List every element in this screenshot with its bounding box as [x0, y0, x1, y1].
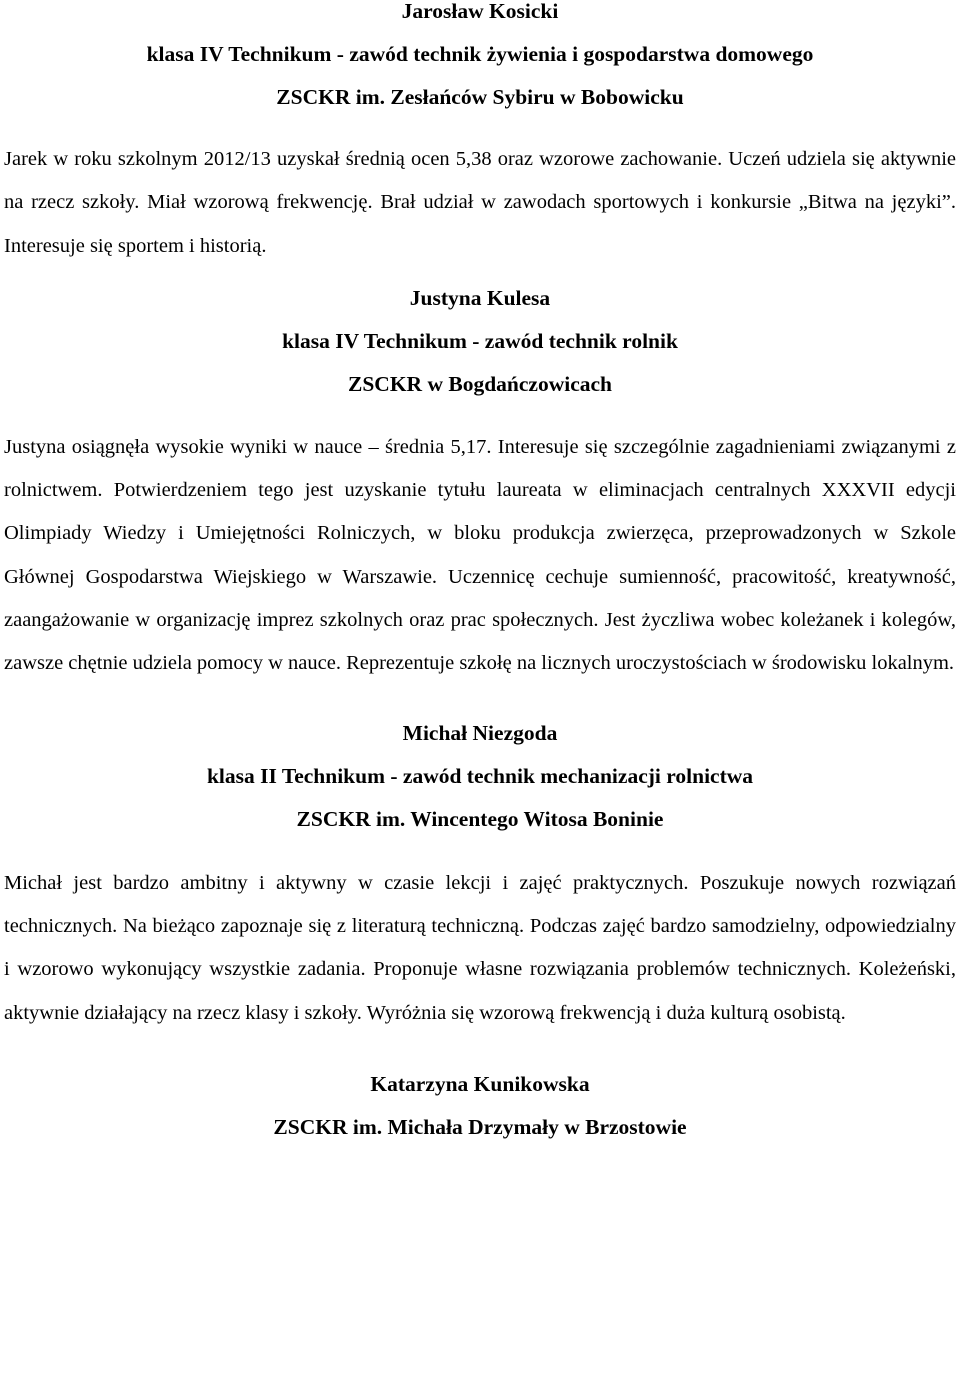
student-description: Jarek w roku szkolnym 2012/13 uzyskał średnią ocen 5,38 oraz wzorowe zachowanie. Uczeń udziela się aktywnie na rzecz szkoły. Miał wzorową frekwencję. Brał udział w zawodach sportowych i konkursie „Bitwa na języki”. Interesuje się sportem i historią. [4, 148, 956, 257]
student-entry-niezgoda [4, 712, 956, 1035]
student-class: klasa IV Technikum - zawód technik żywienia i gospodarstwa domowego [146, 42, 814, 66]
student-school: ZSCKR im. Wincentego Witosa Boninie [296, 806, 664, 831]
student-class: klasa IV Technikum - zawód technik rolnik [282, 328, 678, 353]
student-school: ZSCKR im. Michała Drzymały w Brzostowie [273, 1114, 687, 1139]
student-name: Jarosław Kosicki [401, 0, 559, 23]
student-name: Justyna Kulesa [409, 285, 551, 310]
student-entry-kulesa [4, 277, 956, 686]
student-name: Katarzyna Kunikowska [370, 1071, 590, 1096]
student-description: Michał jest bardzo ambitny i aktywny w czasie lekcji i zajęć praktycznych. Poszukuje nowych rozwiązań technicznych. Na bieżąco zapoznaje się z literaturą techniczną. Podczas zajęć bardzo samodzielny, odpowiedzialny i wzorowo wykonujący wszystkie zadania. Proponuje własne rozwiązania problemów technicznych. Koleżeński, aktywnie działający na rzecz klasy i szkoły. Wyróżnia się wzorową frekwencją i duża kulturą osobistą. [4, 871, 956, 1024]
student-school: ZSCKR w Bogdańczowicach [348, 371, 612, 396]
student-description: Justyna osiągnęła wysokie wyniki w nauce – średnia 5,17. Interesuje się szczególnie zagadnieniami związanymi z rolnictwem. Potwierdzeniem tego jest uzyskanie tytułu laureata w eliminacjach centralnych XXXVII edycji Olimpiady Wiedzy i Umiejętności Rolniczych, w bloku produkcja zwierzęca, przeprowadzonych w Szkole Głównej Gospodarstwa Wiejskiego w Warszawie. Uczennicę cechuje sumienność, pracowitość, kreatywność, zaangażowanie w organizację imprez szkolnych oraz prac społecznych. Jest życzliwa wobec koleżanek i kolegów, zawsze chętnie udziela pomocy w nauce. Reprezentuje szkołę na licznych uroczystościach w środowisku lokalnym. [4, 435, 956, 675]
student-school: ZSCKR im. Zesłańców Sybiru w Bobowicku [276, 85, 684, 109]
student-class: klasa II Technikum - zawód technik mechanizacji rolnictwa [206, 763, 754, 788]
student-name: Michał Niezgoda [402, 720, 558, 745]
student-entry-kosicki [4, 0, 956, 268]
student-entry-kunikowska [4, 1063, 956, 1149]
